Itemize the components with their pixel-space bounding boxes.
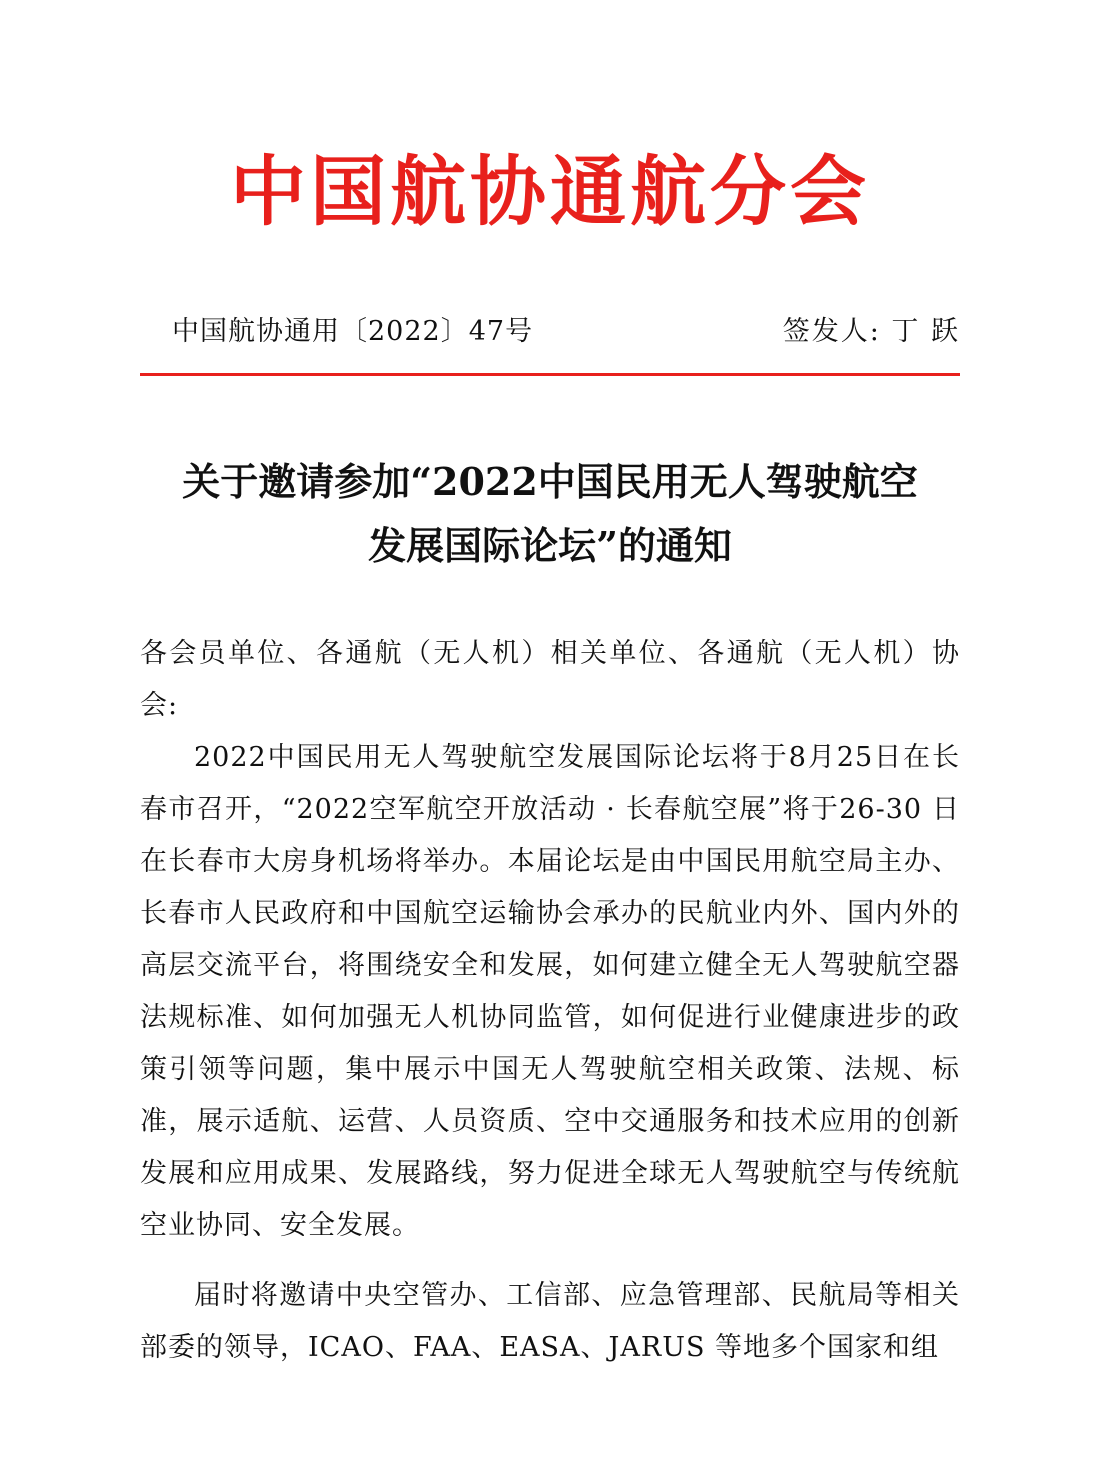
red-divider-line (140, 373, 960, 376)
issuer-signature: 签发人: 丁 跃 (782, 316, 960, 347)
document-number: 中国航协通用〔2022〕47号 (172, 316, 534, 347)
body-paragraph-1: 2022中国民用无人驾驶航空发展国际论坛将于8月25日在长春市召开，“2022空军航空开放活动 · 长春航空展”将于26-30 日在长春市大房身机场将举办。本届论坛是由中国民用航空局主办、长春市人民政府和中国航空运输协会承办的民航业内外、国内外的高层交流平台，将围绕安全和发展，如何建立健全无人驾驶航空器法规标准、如何加强无人机协同监管，如何促进行业健康进步的政策引领等问题，集中展示中国无人驾驶航空相关政策、法规、标准，展示适航、运营、人员资质、空中交通服务和技术应用的创新发展和应用成果、发展路线，努力促进全球无人驾驶航空与传统航空业协同、安全发展。 (140, 742, 960, 1241)
notice-body (140, 628, 960, 1374)
notice-title (120, 450, 980, 578)
notice-title-line-1: 关于邀请参加“2022中国民用无人驾驶航空 (182, 459, 918, 504)
organization-header: 中国航协通航分会 (230, 147, 870, 236)
salutation: 各会员单位、各通航（无人机）相关单位、各通航（无人机）协会: (140, 638, 960, 721)
body-paragraph-2: 届时将邀请中央空管办、工信部、应急管理部、民航局等相关部委的领导，ICAO、FAA、EASA、JARUS 等地多个国家和组 (140, 1280, 960, 1363)
notice-title-line-2: 发展国际论坛”的通知 (368, 523, 732, 568)
